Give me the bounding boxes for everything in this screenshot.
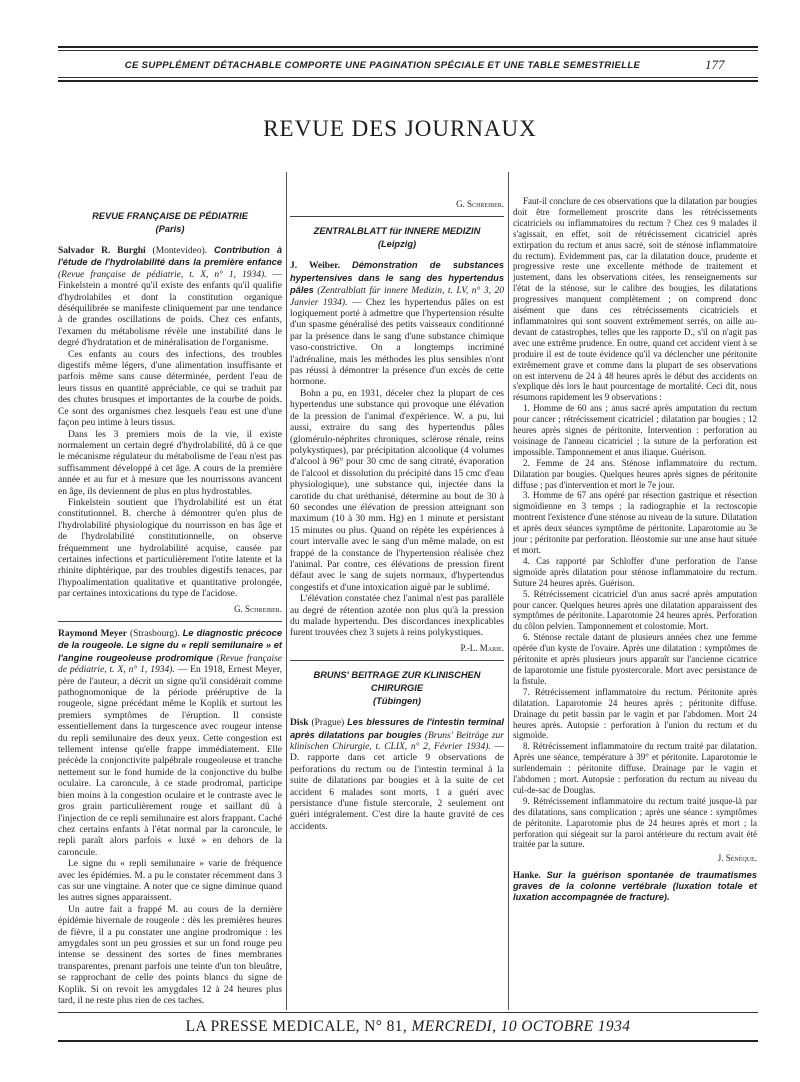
article-author: Disk: [290, 718, 309, 729]
observation-item: 7. Rétrécissement inflammatoire du rectum. Péritonite après dilatation. Laparotomie 24 heures après ; péritonite diffuse. Drainage du petit bassin par le vagin et par l'abdomen. Mort 24 heures après. Autopsie : perforation à l'union du rectum et du sigmoïde.: [513, 686, 757, 741]
journal-name: BRUNS' BEITRAGE ZUR KLINISCHEN CHIRURGIE: [313, 670, 481, 694]
article-heading: [58, 628, 282, 859]
article-separator: [58, 621, 282, 622]
footer-journal: LA PRESSE MEDICALE, N° 81,: [185, 1018, 408, 1035]
article-paragraph: Bohn a pu, en 1931, déceler chez la plupart de ces hypertendus une substance qui provoque une élévation de la pression de l'animal d'expérience. W. a pu, lui aussi, extraire du sang des hypertendus pâles (glomérulo-néphrites chroniques, sclérose rénale, reins polykystiques), par précipitation alcoolique (4 volumes d'alcool à 96° pour 30 cmc de sang citraté, évaporation de l'alcool et dissolution du précipité dans 15 cmc d'eau physiologique), une substance qui, injectée dans la carotide du chat uréthanisé, détermine au bout de 30 à 60 secondes une élévation de pression atteignant son maximum (10 à 30 mm. Hg) en 1 minute et persistant 15 minutes ou plus. Quand on répète les expériences à court intervalle avec le sang d'un même malade, on est frappé de la constance de l'hypertension réalisée chez l'animal. Par contre, ces élévations de pression firent défaut avec le sang de sujets normaux, d'hypertendus congestifs et d'une intoxication aiguë par le sublimé.: [290, 388, 504, 593]
column-3: [513, 196, 757, 903]
observation-item: 8. Rétrécissement inflammatoire du rectum traité par dilatation. Après une séance, température à 39° et péritonite. Laparotomie le surlendemain : péritonite diffuse. Drainage par le vagin et l'abdomen ; mort. Autopsie : perforation du rectum au niveau du cul-de-sac de Douglas.: [513, 741, 757, 795]
observation-item: 9. Rétrécissement inflammatoire du rectum traité jusque-là par des dilatations, sans complication ; après une séance : symptômes de péritonite. Laparotomie plus de 24 heures après et mort ; la perforation qui siégeait sur la paroi antérieure du rectum avait été traitée par la suture.: [513, 795, 757, 850]
article-signature: G. Schreiber.: [456, 199, 504, 209]
article-author: Salvador R. Burghi: [58, 246, 146, 256]
article-author: Hanke.: [513, 870, 541, 881]
article-heading: [58, 245, 282, 350]
article-paragraph: L'élévation constatée chez l'animal n'est pas parallèle au degré de rétention azotée non plus qu'à la pression du malade hypertendu. Des discordances inexplicables furent trouvées chez 3 sujets à reins polykystiques.: [290, 594, 504, 639]
footer-date: MERCREDI, 10 OCTOBRE 1934: [411, 1018, 631, 1035]
section-separator: [290, 660, 504, 661]
article-paragraph: Ces enfants au cours des infections, des troubles digestifs même légers, d'une alimentation insuffisante et parfois même sans cause déterminée, perdent l'eau de leurs tissus en quantité appréciable, ce qui se traduit par des chutes brusques et importantes de la courbe de poids. Ce sont des organismes chez lesquels l'eau est une d'une façon peu intime à leurs tissus.: [58, 349, 282, 429]
article-affiliation: (Prague): [311, 718, 345, 729]
article-title: Sur la guérison spontanée de traumatismes graves de la colonne vertébrale (luxation totale et luxation accompagnée de fracture).: [513, 870, 757, 903]
article-source: (Revue française de pédiatrie, t. X, n° 1, 1934).: [58, 269, 267, 280]
article-title: Le diagnostic précoce de la rougeole. Le signe du « repli semilunaire » et l'angine rougeoleuse prodromique: [58, 628, 282, 663]
article-paragraph: — Finkelstein a montré qu'il existe des enfants qu'il qualifie d'hydrolabiles et dont la constitution organique déséquilibrée se manifeste cliniquement par une tendance à de grandes oscillations de poids. Chez ces enfants, l'examen du métabolisme révèle une instabilité dans le degré d'hydratation et de minéralisation de l'organisme.: [58, 269, 282, 349]
article-heading: [513, 870, 757, 903]
article-signature: P.-L. Marie.: [460, 642, 504, 653]
article-paragraph: Le signe du « repli semilunaire » varie de fréquence avec les épidémies. M. a pu le constater récemment dans 3 cas sur une vingtaine. A noter que ce signe diminue quand les autres signes apparaissent.: [58, 859, 282, 904]
journal-city: (Tübingen): [372, 696, 422, 707]
column-1: [58, 196, 282, 1007]
article-author: Raymond Meyer: [58, 629, 127, 639]
article-heading: [290, 717, 504, 833]
page-title: REVUE DES JOURNAUX: [263, 116, 537, 141]
journal-city: (Paris): [155, 224, 185, 234]
journal-name: REVUE FRANÇAISE DE PÉDIATRIE: [92, 211, 248, 221]
article-title: Les blessures de l'intestin terminal après dilatations par bougies: [290, 717, 505, 740]
article-paragraph: Un autre fait a frappé M. au cours de la dernière épidémie hivernale de rougeole : dès les premières heures de fièvre, il a pu constater une angine prodromique : les amygdales sont un peu grossies et sur un fond rouge peu intense se dessinent des sortes de fines membranes transparentes, prenant parfois une teinte d'un ton bleuâtre, se rapprochant de celle des points blancs du signe de Koplik. Si on revoit les amygdales 12 à 24 heures plus tard, il ne reste plus rien de ces taches.: [58, 904, 282, 1006]
header-rule-top: [58, 46, 758, 48]
header-rule-top-thin: [58, 50, 758, 51]
article-title: Démonstration de substances hypertensives dans le sang des hypertendus pâles: [290, 260, 504, 296]
journal-name: ZENTRALBLATT für INNERE MEDIZIN: [313, 226, 481, 237]
header-rule-bottom-thick: [58, 80, 758, 82]
article-affiliation: (Strasbourg).: [129, 629, 180, 639]
article-paragraph: Faut-il conclure de ces observations que la dilatation par bougies doit être formellement proscrite dans les rétrécissements cicatriciels ou inflammatoires du rectum ? Chez ces 9 malades il s'agissait, en effet, soit de rétrécissement cicatriciel après extirpation du rectum et anus sacré, soit de sténose inflammatoire du rectum). Evidemment pas, car la dilatation douce, prudente et progressive reste une excellente méthode de traitement et justement, dans les observations citées, les renseignements sur l'état de la sténose, sur le calibre des bougies, les dilatations progressives manquent complètement ; on comprend donc aisément que dans ces rétrécissements cicatriciels et inflammatoires qui sont souvent extrêmement serrés, on aille au-devant de catastrophes, telles que les rapporte D., s'il on n'agit pas avec une extrême prudence. En outre, quand cet accident vient à se produire il est de toute évidence qu'il va déclencher une péritonite extrêmement grave et comme dans la plupart de ses observations on est intervenu de 24 à 48 heures après le début des accidents on s'explique dès lors le haut pourcentage de mortalité. Ceci dit, nous résumons rapidement les 9 observations :: [513, 196, 757, 403]
observation-item: 1. Homme de 60 ans ; anus sacré après amputation du rectum pour cancer ; rétrécissement cicatriciel ; dilatation par bougies ; 12 heures après signes de péritonite. Intervention : perforation au voisinage de l'anneau cicatriciel ; la suture de la perforation est impossible. Tamponnement et anus iliaque. Guérison.: [513, 403, 757, 457]
article-heading: [290, 260, 504, 388]
article-paragraph: — D. rapporte dans cet article 9 observations de perforations du rectum ou de l'intestin terminal à la suite de dilatations par bougies et à la suite de cet accident 6 malades sont morts, 1 a guéri avec persistance d'une fistule stercorale, 2 seulement ont guéri intégralement. C'est dire la haute gravité de ces accidents.: [290, 742, 504, 832]
section-separator: [290, 216, 504, 217]
supplement-note: CE SUPPLÉMENT DÉTACHABLE COMPORTE UNE PAGINATION SPÉCIALE ET UNE TABLE SEMESTRIELLE: [124, 60, 641, 71]
article-source: (Bruns' Beiträge zur klinischen Chirurgie, t. CLIX, n° 2, Février 1934).: [290, 730, 504, 753]
page-number: 177: [705, 57, 725, 72]
column-2: [290, 196, 504, 833]
observation-item: 5. Rétrécissement cicatriciel d'un anus sacré après amputation pour cancer. Quelques heures après une dilatation apparaissent des symptômes de péritonite. Laparotomie 24 heures après. Perforation du côlon pelvien. Tamponnement et colostomie. Mort.: [513, 588, 757, 632]
observation-item: 2. Femme de 24 ans. Sténose inflammatoire du rectum. Dilatation par bougies. Quelques heures après signes de péritonite diffuse ; pas d'intervention et mort le 7e jour.: [513, 457, 757, 490]
column-divider: [508, 172, 509, 1010]
footer: [58, 1018, 758, 1036]
article-paragraph: Dans les 3 premiers mois de la vie, il existe normalement un certain degré d'hydrolabilité, dû à ce que le mécanisme régulateur du métabolisme de l'eau n'est pas suffisamment développé à cet âge. A cours de la première année et au fur et à mesure que les nourrissons avancent en âge, ils deviennent de plus en plus hydrostables.: [58, 429, 282, 497]
footer-rule-top: [58, 1012, 758, 1013]
observation-item: 4. Cas rapporté par Schloffer d'une perforation de l'anse sigmoïde après dilatation pour sténose inflammatoire du rectum. Suture 24 heures après. Guérison.: [513, 555, 757, 588]
article-paragraph: — En 1918, Ernest Meyer, père de l'auteur, a décrit un signe qu'il considérait comme pathognomonique de la période prééruptive de la rougeole, signe précédant même le Koplik et surtout les premiers symptômes de l'éruption. Il consiste essentiellement dans la turgescence avec rougeur intense du repli semilunaire des deux yeux. Cette congestion est tellement intense qu'elle frappe immédiatement. Elle précède la conjonctivite palpébrale rougeoleuse et tranche nettement sur le fond humide de la conjonctive du bulbe oculaire. La caroncule, à ce stade prodromal, participe bien moins à la congestion oculaire et le contraste avec le gros grain particulièrement rouge et saillant dû à l'injection de ce repli semilunaire est alors frappant. Caché chez certains enfants à l'état normal par la caroncule, le repli paraît alors parfois « luxé » en dehors de la caroncule.: [58, 665, 282, 858]
observation-item: 6. Sténose rectale datant de plusieurs années chez une femme opérée d'un kyste de l'ovaire. Après une dilatation : symptômes de péritonite et après plusieurs jours apparaît sur l'ancienne cicatrice de laparotomie une fistule pyostercorale. Mort avec persistance de la fistule.: [513, 632, 757, 686]
article-affiliation: (Montevideo).: [152, 246, 208, 256]
article-source: (Revue française de pédiatrie, t. X, n° 1, 1934).: [58, 653, 282, 676]
footer-rule-bottom: [58, 1040, 758, 1042]
article-signature: J. Sénèque.: [717, 853, 757, 864]
column-divider: [286, 172, 287, 1010]
journal-city: (Leipzig): [377, 239, 417, 250]
article-paragraph: Finkelstein soutient que l'hydrolabilité est un état constitutionnel. B. cherche à démontrer qu'en plus de l'hydrolabilité physiologique du nourrisson en bas âge et de l'hydrolabilité constitutionnelle, on observe fréquemment une hydrolabilité acquise, causée par certaines infections et particulièrement l'otite latente et la rhinite diphtérique, par des troubles digestifs tenaces, par l'hypoalimentation qualitative et quantitative prolongée, par certaines intoxications du type de l'acidose.: [58, 497, 282, 600]
article-paragraph: — Chez les hypertendus pâles on est logiquement porté à admettre que l'hypertension résulte d'un spasme généralisé des petits vaisseaux conditionné par la présence dans le sang d'une substance chimique vaso-constrictive. On a longtemps incriminé l'adrénaline, mais les méthodes les plus sensibles n'ont pas réussi à démontrer la présence d'un excès de cette hormone.: [290, 297, 505, 388]
observation-item: 3. Homme de 67 ans opéré par résection gastrique et résection sigmoïdienne en 3 temps ; la radiographie et la rectoscopie montrent l'existence d'une sténose au niveau de la suture. Dilatation et après deux séances symptôme de péritonite. Laparotomie au 3e jour ; péritonite par perforation. Iléostomie sur une anse haut située et mort.: [513, 490, 757, 555]
article-source: (Zentralblatt für innere Medizin, t. LV, n° 3, 20 Janvier 1934).: [290, 286, 504, 308]
article-signature: G. Schreiber.: [234, 603, 282, 614]
article-author: J. Weiber.: [290, 261, 340, 272]
header-rule-bottom: [58, 77, 758, 78]
article-title: Contribution à l'étude de l'hydrolabilité dans la première enfance: [58, 245, 282, 268]
